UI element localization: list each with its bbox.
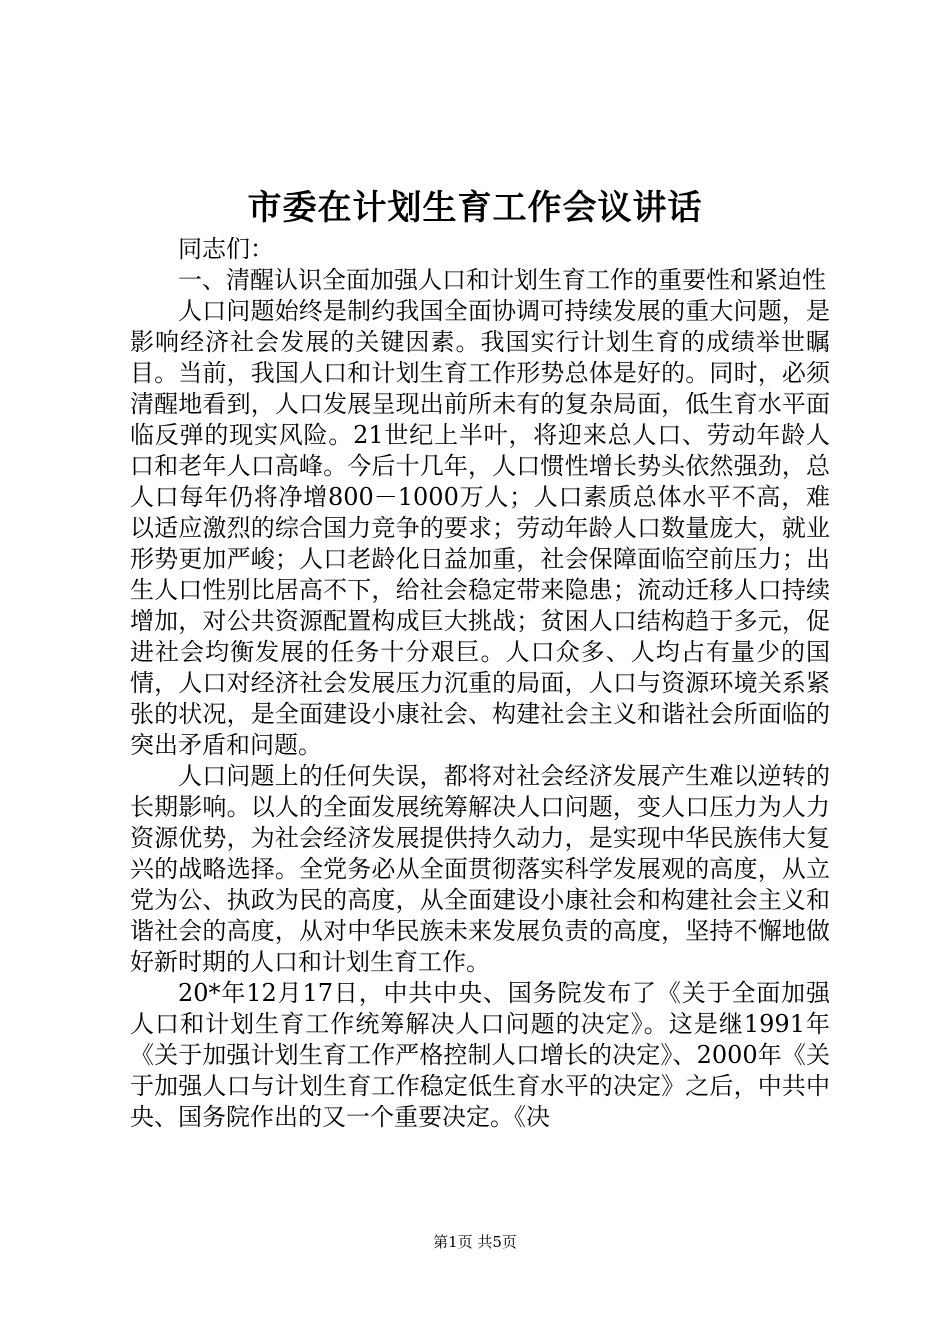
page-footer: 第1页 共5页 — [433, 1233, 517, 1251]
document-body — [130, 234, 830, 1133]
document-title: 市委在计划生育工作会议讲话 — [247, 188, 703, 228]
body-paragraph: 20*年12月17日，中共中央、国务院发布了《关于全面加强人口和计划生育工作统筹解决人口问题的决定》。这是继1991年《关于加强计划生育工作严格控制人口增长的决定》、2000年《关于加强人口与计划生育工作稳定低生育水平的决定》之后，中共中央、国务院作出的又一个重要决定。《决 — [130, 979, 830, 1131]
salutation-paragraph: 同志们： — [178, 235, 274, 263]
body-paragraph: 人口问题上的任何失误，都将对社会经济发展产生难以逆转的长期影响。以人的全面发展统筹解决人口问题，变人口压力为人力资源优势，为社会经济发展提供持久动力，是实现中华民族伟大复兴的战略选择。全党务必从全面贯彻落实科学发展观的高度，从立党为公、执政为民的高度，从全面建设小康社会和构建社会主义和谐社会的高度，从对中华民族未来发展负责的高度，坚持不懈地做好新时期的人口和计划生育工作。 — [130, 762, 830, 976]
section-heading-paragraph: 一、清醒认识全面加强人口和计划生育工作的重要性和紧迫性 — [178, 266, 826, 294]
body-paragraph: 人口问题始终是制约我国全面协调可持续发展的重大问题，是影响经济社会发展的关键因素。我国实行计划生育的成绩举世瞩目。当前，我国人口和计划生育工作形势总体是好的。同时，必须清醒地看到，人口发展呈现出前所未有的复杂局面，低生育水平面临反弹的现实风险。21世纪上半叶，将迎来总人口、劳动年龄人口和老年人口高峰。今后十几年，人口惯性增长势头依然强劲，总人口每年仍将净增800－1000万人；人口素质总体水平不高，难以适应激烈的综合国力竞争的要求；劳动年龄人口数量庞大，就业形势更加严峻；人口老龄化日益加重，社会保障面临空前压力；出生人口性别比居高不下，给社会稳定带来隐患；流动迁移人口持续增加，对公共资源配置构成巨大挑战；贫困人口结构趋于多元，促进社会均衡发展的任务十分艰巨。人口众多、人均占有量少的国情，人口对经济社会发展压力沉重的局面，人口与资源环境关系紧张的状况，是全面建设小康社会、构建社会主义和谐社会所面临的突出矛盾和问题。 — [130, 297, 830, 759]
